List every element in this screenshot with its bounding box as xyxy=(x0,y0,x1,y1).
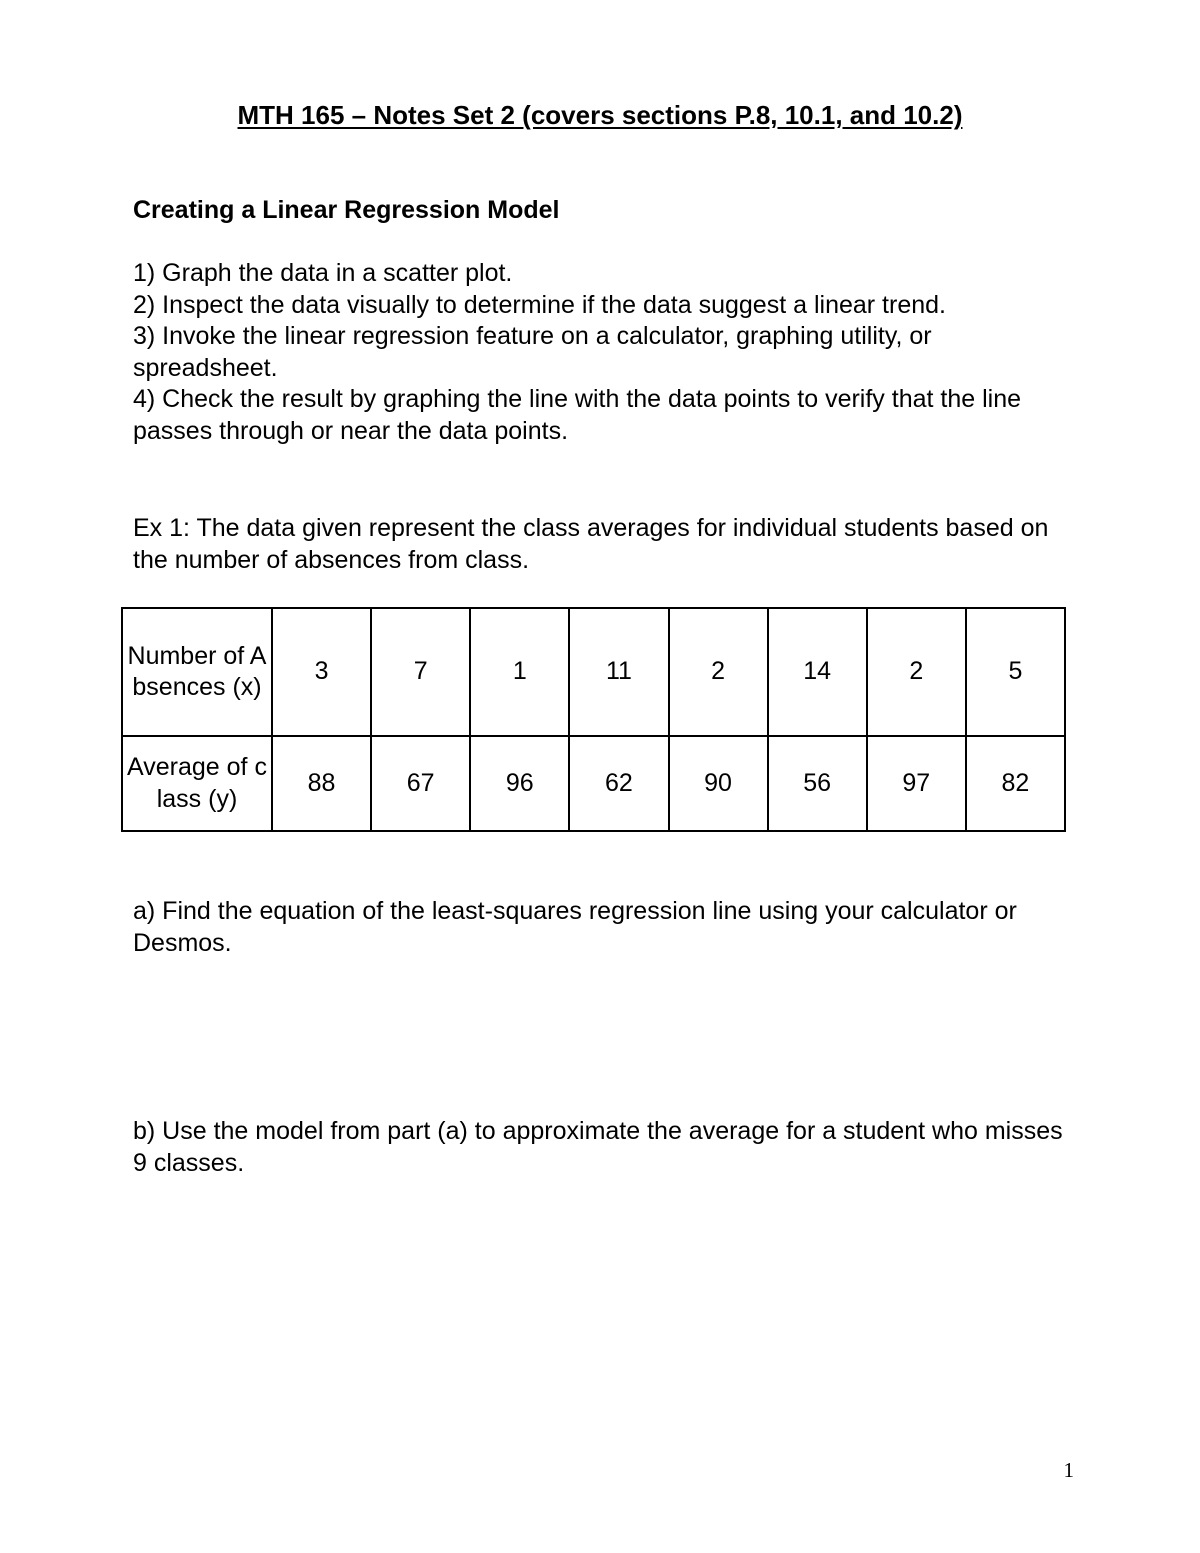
table-cell: 5 xyxy=(966,608,1065,736)
table-cell: 2 xyxy=(867,608,966,736)
table-cell: 67 xyxy=(371,736,470,831)
table-cell: 97 xyxy=(867,736,966,831)
page-number: 1 xyxy=(1063,1458,1074,1482)
step-item-2: 2) Inspect the data visually to determine if the data suggest a linear trend. xyxy=(133,290,946,319)
table-row-absences xyxy=(122,608,1065,736)
page-title: MTH 165 – Notes Set 2 (covers sections P.8, 10.1, and 10.2) xyxy=(237,100,963,130)
question-a: a) Find the equation of the least-squares regression line using your calculator or Desmos. xyxy=(133,897,1017,957)
table-cell: 90 xyxy=(669,736,768,831)
table-cell: 88 xyxy=(272,736,371,831)
step-item-3: 3) Invoke the linear regression feature on a calculator, graphing utility, or spreadsheet. xyxy=(133,322,932,382)
table-cell: 7 xyxy=(371,608,470,736)
section-heading: Creating a Linear Regression Model xyxy=(133,196,560,224)
step-item-4: 4) Check the result by graphing the line with the data points to verify that the line passes through or near the data points. xyxy=(133,385,1022,445)
table-cell: 56 xyxy=(768,736,867,831)
question-b: b) Use the model from part (a) to approximate the average for a student who misses 9 classes. xyxy=(133,1117,1063,1177)
example-description: Ex 1: The data given represent the class averages for individual students based on the number of absences from class. xyxy=(133,514,1049,574)
table-cell: 11 xyxy=(569,608,668,736)
table-row-average xyxy=(122,736,1065,831)
table-cell: 1 xyxy=(470,608,569,736)
steps-list xyxy=(133,258,1083,447)
row-header-absences: Number of Absences (x) xyxy=(122,608,272,736)
table-cell: 82 xyxy=(966,736,1065,831)
data-table xyxy=(121,607,1066,832)
table-cell: 14 xyxy=(768,608,867,736)
table-cell: 3 xyxy=(272,608,371,736)
table-cell: 2 xyxy=(669,608,768,736)
row-header-average: Average of class (y) xyxy=(122,736,272,831)
table-cell: 96 xyxy=(470,736,569,831)
step-item-1: 1) Graph the data in a scatter plot. xyxy=(133,259,513,287)
table-cell: 62 xyxy=(569,736,668,831)
